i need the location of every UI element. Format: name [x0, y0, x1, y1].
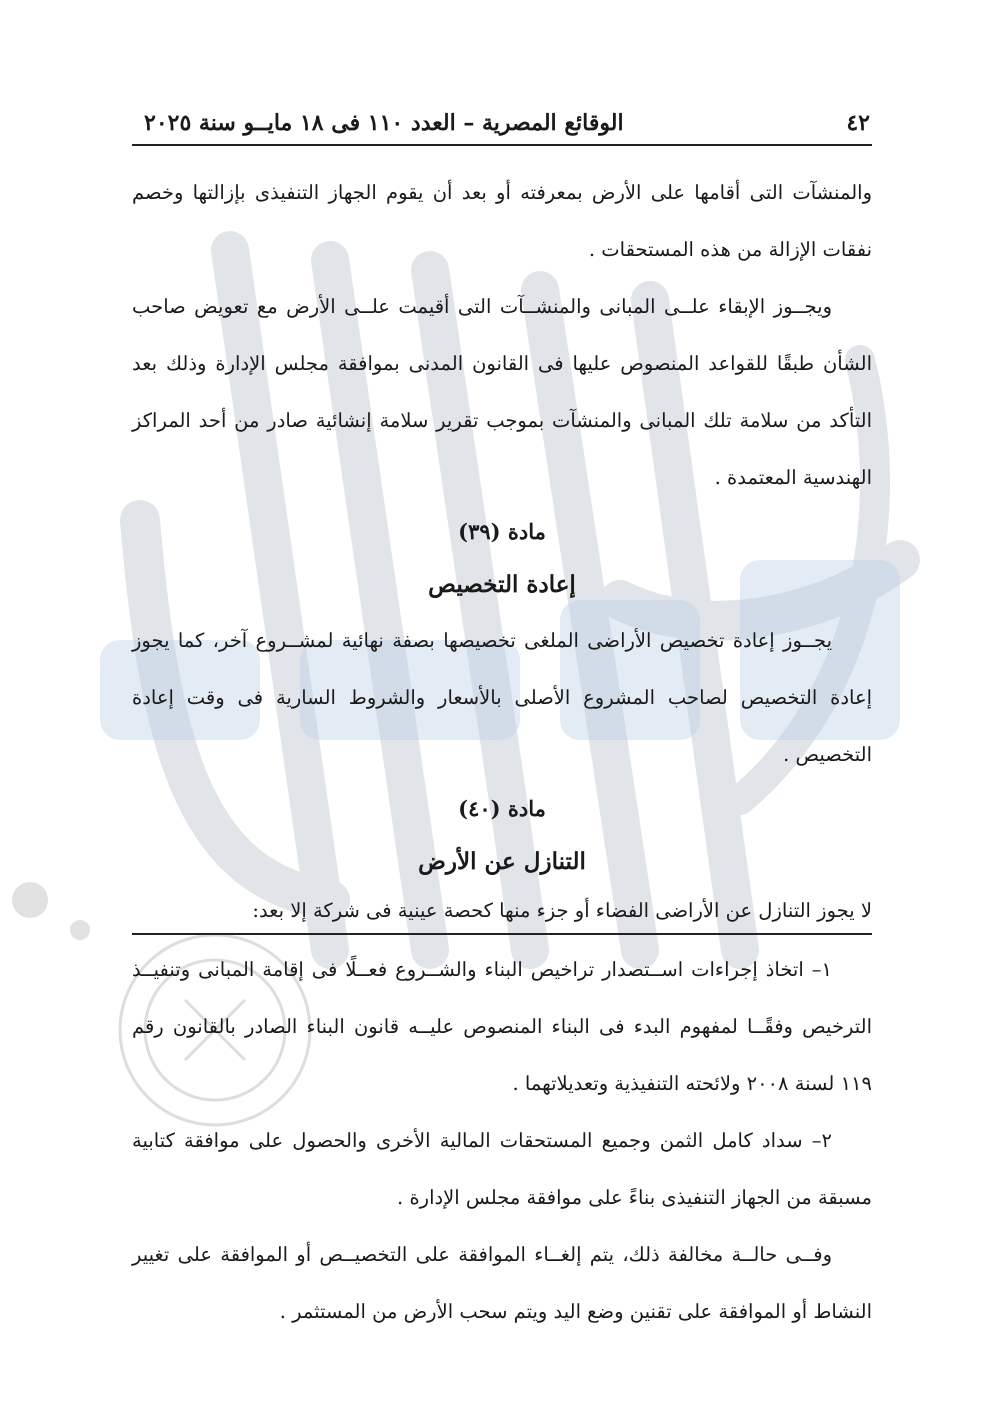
- article-39-text: يجــوز إعادة تخصيص الأراضى الملغى تخصيصها بصفة نهائية لمشــروع آخر، كما يجوز إعادة التخصيص لصاحب المشروع الأصلى بالأسعار والشروط السارية فى وقت إعادة التخصيص .: [132, 629, 872, 766]
- page-number: ٤٢: [846, 110, 870, 136]
- paragraph-continuation: والمنشآت التى أقامها على الأرض بمعرفته أو بعد أن يقوم الجهاز التنفيذى بإزالتها وخصم نفقات الإزالة من هذه المستحقات .: [132, 181, 872, 261]
- paragraph-retention: ويجــوز الإبقاء علــى المبانى والمنشــآت التى أقيمت علــى الأرض مع تعويض صاحب الشأن طبقًا للقواعد المنصوص عليها فى القانون المدنى بموافقة مجلس الإدارة وذلك بعد التأكد من سلامة تلك المبانى والمنشآت بموجب تقرير سلامة إنشائية صادر من أحد المراكز الهندسية المعتمدة .: [132, 295, 872, 489]
- article-39-number: مادة (٣٩): [458, 519, 546, 544]
- article-40-closing: وفــى حالــة مخالفة ذلك، يتم إلغــاء الموافقة على التخصيــص أو الموافقة على تغيير النشاط أو الموافقة على تقنين وضع اليد ويتم سحب الأرض من المستثمر .: [132, 1243, 872, 1323]
- page-body: [132, 164, 872, 1340]
- gazette-page: [132, 110, 872, 1340]
- article-40-intro: [132, 889, 872, 935]
- article-40-intro-text: لا يجوز التنازل عن الأراضى الفضاء أو جزء منها كحصة عينية فى شركة إلا بعد:: [132, 889, 872, 935]
- publication-title: الوقائع المصرية – العدد ١١٠ فى ١٨ مايــو سنة ٢٠٢٥: [144, 110, 624, 136]
- article-40-number: مادة (٤٠): [458, 796, 546, 821]
- article-39-title: إعادة التخصيص: [428, 571, 576, 598]
- running-header: [132, 110, 872, 146]
- article-40-item-2: ٢– سداد كامل الثمن وجميع المستحقات المالية الأخرى والحصول على موافقة كتابية مسبقة من الجهاز التنفيذى بناءً على موافقة مجلس الإدارة .: [132, 1129, 872, 1209]
- article-40-item-1: ١– اتخاذ إجراءات اســتصدار تراخيص البناء والشــروع فعــلًا فى إقامة المبانى وتنفيــذ الترخيص وفقًــا لمفهوم البدء فى البناء المنصوص عليــه قانون البناء الصادر بالقانون رقم ١١٩ لسنة ٢٠٠٨ ولائحته التنفيذية وتعديلاتهما .: [132, 958, 872, 1095]
- article-40-title: التنازل عن الأرض: [418, 848, 586, 875]
